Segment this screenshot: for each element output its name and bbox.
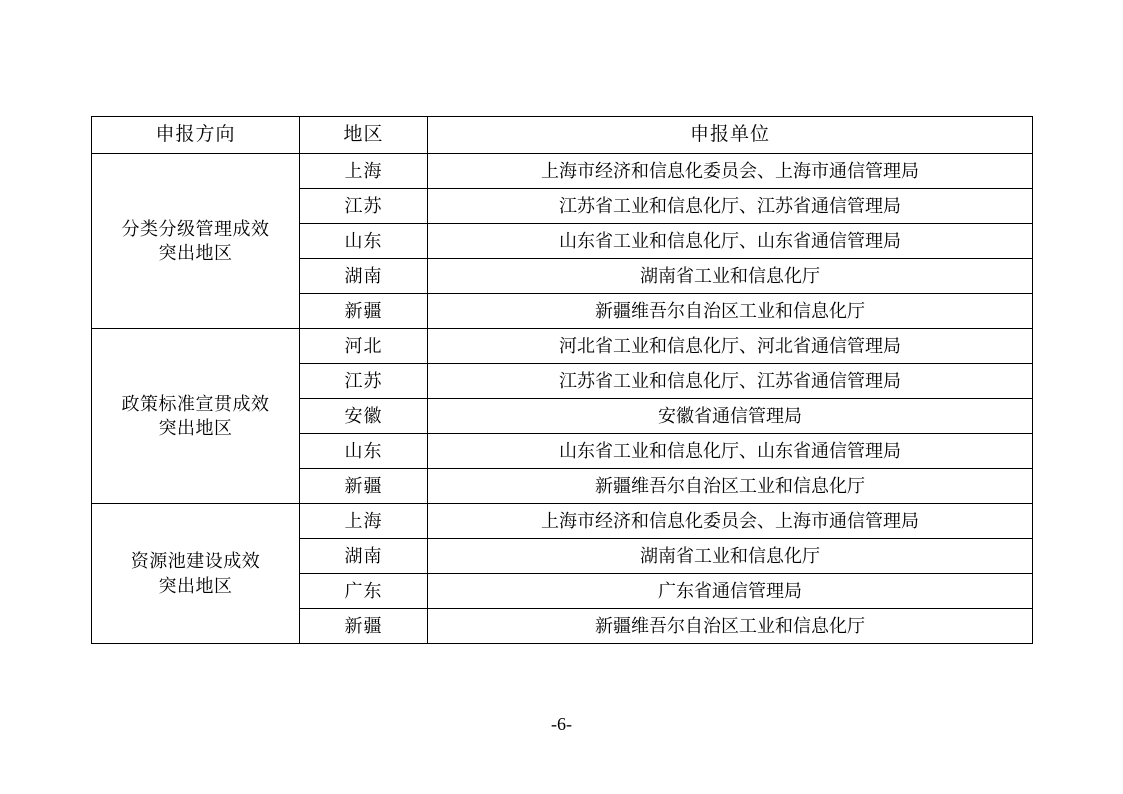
unit-cell: 湖南省工业和信息化厅 [428, 259, 1033, 294]
unit-cell: 河北省工业和信息化厅、河北省通信管理局 [428, 329, 1033, 364]
unit-cell: 新疆维吾尔自治区工业和信息化厅 [428, 469, 1033, 504]
direction-cell-group-2 [92, 329, 300, 504]
direction-line-2: 突出地区 [158, 243, 233, 263]
region-cell: 广东 [300, 574, 428, 609]
direction-line-2: 突出地区 [158, 418, 233, 438]
region-cell: 江苏 [300, 364, 428, 399]
direction-line-1: 分类分级管理成效 [121, 218, 270, 239]
region-cell: 河北 [300, 329, 428, 364]
table-row [92, 154, 1033, 189]
column-header-unit: 申报单位 [428, 117, 1033, 154]
table-body [92, 154, 1033, 644]
unit-cell: 湖南省工业和信息化厅 [428, 539, 1033, 574]
column-header-direction: 申报方向 [92, 117, 300, 154]
region-cell: 新疆 [300, 609, 428, 644]
direction-line-1: 政策标准宣贯成效 [121, 393, 270, 414]
unit-cell: 江苏省工业和信息化厅、江苏省通信管理局 [428, 364, 1033, 399]
table-header-row [92, 117, 1033, 154]
region-cell: 湖南 [300, 259, 428, 294]
region-cell: 山东 [300, 434, 428, 469]
region-cell: 新疆 [300, 294, 428, 329]
direction-cell-group-1 [92, 154, 300, 329]
table-header [92, 117, 1033, 154]
unit-cell: 新疆维吾尔自治区工业和信息化厅 [428, 609, 1033, 644]
region-cell: 上海 [300, 504, 428, 539]
unit-cell: 山东省工业和信息化厅、山东省通信管理局 [428, 434, 1033, 469]
region-cell: 湖南 [300, 539, 428, 574]
unit-cell: 上海市经济和信息化委员会、上海市通信管理局 [428, 154, 1033, 189]
table-row [92, 329, 1033, 364]
unit-cell: 安徽省通信管理局 [428, 399, 1033, 434]
table-row [92, 504, 1033, 539]
unit-cell: 江苏省工业和信息化厅、江苏省通信管理局 [428, 189, 1033, 224]
direction-line-2: 突出地区 [158, 575, 233, 596]
unit-cell: 广东省通信管理局 [428, 574, 1033, 609]
direction-cell-group-3 [92, 504, 300, 644]
region-cell: 安徽 [300, 399, 428, 434]
report-table-container [91, 116, 1032, 644]
region-cell: 新疆 [300, 469, 428, 504]
region-cell: 山东 [300, 224, 428, 259]
unit-cell: 上海市经济和信息化委员会、上海市通信管理局 [428, 504, 1033, 539]
region-cell: 江苏 [300, 189, 428, 224]
unit-cell: 新疆维吾尔自治区工业和信息化厅 [428, 294, 1033, 329]
page-number: -6- [551, 714, 572, 734]
region-cell: 上海 [300, 154, 428, 189]
unit-cell: 山东省工业和信息化厅、山东省通信管理局 [428, 224, 1033, 259]
column-header-region: 地区 [300, 117, 428, 154]
direction-line-1: 资源池建设成效 [130, 551, 261, 572]
declaration-table [91, 116, 1033, 644]
